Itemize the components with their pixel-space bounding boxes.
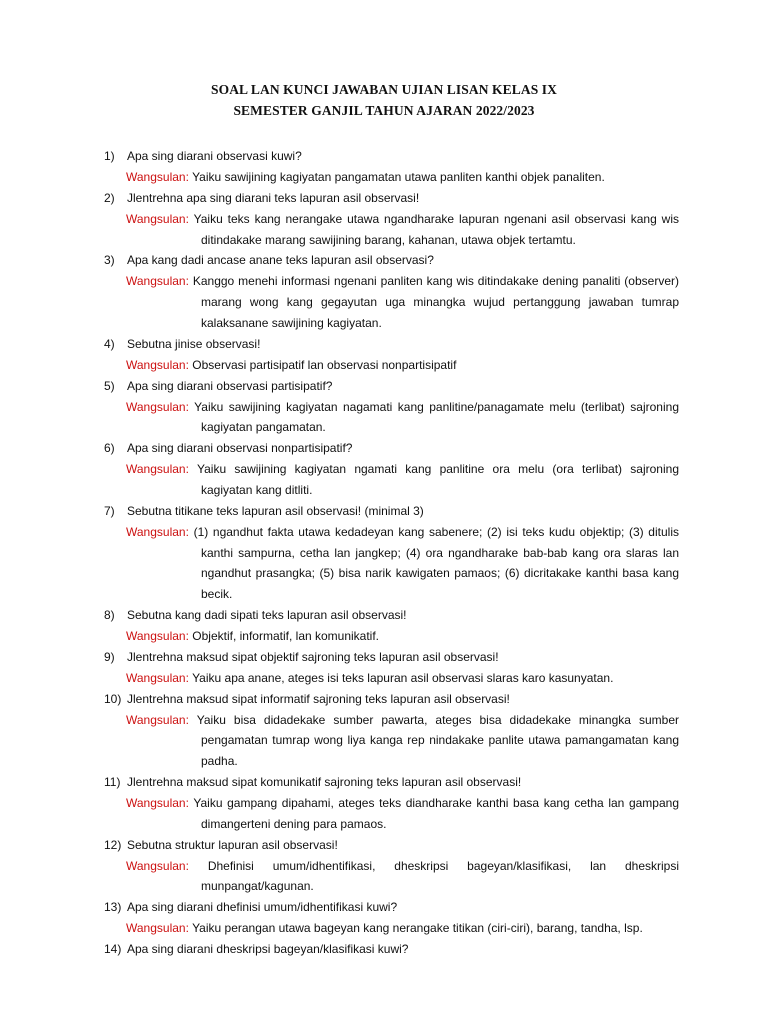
- answer-label: Wangsulan: [126, 170, 186, 184]
- answer-separator: :: [185, 399, 189, 414]
- answer-text: Yaiku sawijining kagiyatan ngamati kang panlitine ora melu (ora terlibat) sajroning kagiyatan kang ditliti.: [197, 462, 679, 497]
- answer-label: Wangsulan: [126, 712, 186, 727]
- answer-separator: :: [185, 524, 189, 539]
- question-number: 7): [104, 503, 115, 518]
- question-text: Jlentrehna maksud sipat komunikatif sajroning teks lapuran asil observasi!: [127, 774, 522, 789]
- question-item: [0, 647, 768, 668]
- question-item: [0, 772, 768, 793]
- answer-label: Wangsulan: [126, 670, 186, 685]
- answer-separator: :: [185, 628, 189, 643]
- answer-label: Wangsulan: [126, 211, 186, 226]
- answer-separator: :: [185, 712, 189, 727]
- document-title-line-1: SOAL LAN KUNCI JAWABAN UJIAN LISAN KELAS IX: [211, 82, 557, 97]
- answer-block: [0, 668, 679, 689]
- answer-separator: :: [185, 357, 189, 372]
- question-text: Sebutna struktur lapuran asil observasi!: [127, 837, 338, 852]
- document-title-line-2: SEMESTER GANJIL TAHUN AJARAN 2022/2023: [233, 103, 535, 118]
- answer-text: Yaiku perangan utawa bageyan kang nerangake titikan (ciri-ciri), barang, tandha, lsp.: [192, 921, 643, 936]
- question-number: 13): [104, 900, 122, 915]
- answer-block: [0, 355, 679, 376]
- question-number: 4): [104, 336, 115, 351]
- answer-block: [0, 271, 679, 333]
- question-item: [0, 334, 768, 355]
- question-item: [0, 188, 768, 209]
- answer-separator: :: [185, 462, 189, 477]
- answer-separator: :: [185, 795, 189, 810]
- answer-text: Yaiku bisa didadekake sumber pawarta, ateges bisa didadekake minangka sumber pengamatan tumrap wong liya kanga rep nindakake panlite utawa pamangamatan kang padha.: [196, 712, 679, 769]
- answer-block: [0, 710, 679, 772]
- question-item: [0, 501, 768, 522]
- question-text: Apa sing diarani dhefinisi umum/idhentifikasi kuwi?: [127, 900, 398, 915]
- question-text: Apa sing diarani observasi nonpartisipatif?: [127, 441, 353, 456]
- question-number: 12): [104, 837, 122, 852]
- question-number: 11): [104, 774, 121, 789]
- answer-separator: :: [185, 211, 189, 226]
- answer-text: Kanggo menehi informasi ngenani panliten kang wis ditindakake dening panaliti (observer) marang wong kang gegayutan uga minangka wujud pertanggung jawaban tumrap kalaksanane sawijining kagiyatan.: [192, 274, 679, 330]
- question-number: 14): [104, 941, 122, 956]
- question-text: Apa sing diarani dheskripsi bageyan/klasifikasi kuwi?: [127, 941, 409, 956]
- answer-label: Wangsulan: [126, 524, 186, 539]
- question-answer-list: [0, 146, 768, 960]
- question-text: Sebutna kang dadi sipati teks lapuran asil observasi!: [127, 607, 407, 622]
- question-number: 8): [104, 607, 115, 622]
- answer-text: Yaiku sawijining kagiyatan nagamati kang panlitine/panagamate melu (terlibat) sajroning kagiyatan pangamatan.: [194, 399, 679, 435]
- answer-label: Wangsulan: [126, 357, 186, 372]
- answer-separator: :: [185, 170, 189, 184]
- answer-text: Dhefinisi umum/idhentifikasi, dheskripsi bageyan/klasifikasi, lan dheskripsi munpangat/kagunan.: [201, 858, 679, 894]
- answer-label: Wangsulan: [126, 274, 186, 289]
- answer-block: [0, 459, 679, 501]
- question-item: [0, 835, 768, 856]
- question-text: Sebutna titikane teks lapuran asil observasi! (minimal 3): [127, 503, 424, 518]
- question-item: [0, 438, 768, 459]
- question-number: 5): [104, 378, 115, 393]
- answer-text: Yaiku gampang dipahami, ateges teks diandharake kanthi basa kang cetha lan gampang dimangerteni dening para pamaos.: [193, 795, 680, 831]
- question-item: [0, 146, 768, 167]
- question-item: [0, 897, 768, 918]
- answer-block: [0, 522, 679, 605]
- question-number: 6): [104, 441, 115, 456]
- answer-block: [0, 626, 679, 647]
- question-item: [0, 939, 768, 960]
- answer-text: Yaiku teks kang nerangake utawa ngandharake lapuran ngenani asil observasi kang wis ditindakake marang sawijining barang, kahanan, utawa objek tertamtu.: [193, 211, 679, 247]
- answer-text: Yaiku apa anane, ateges isi teks lapuran asil observasi slaras karo kasunyatan.: [192, 670, 614, 685]
- question-text: Sebutna jinise observasi!: [127, 336, 261, 351]
- answer-label: Wangsulan: [126, 628, 186, 643]
- answer-label: Wangsulan: [126, 462, 186, 477]
- answer-block: [0, 918, 679, 939]
- answer-separator: :: [185, 921, 189, 936]
- question-item: [0, 250, 768, 271]
- question-text: Jlentrehna maksud sipat objektif sajroning teks lapuran asil observasi!: [127, 649, 499, 664]
- answer-text: Objektif, informatif, lan komunikatif.: [192, 628, 380, 643]
- question-text: Jlentrehna maksud sipat informatif sajroning teks lapuran asil observasi!: [127, 691, 510, 706]
- answer-block: [0, 793, 679, 835]
- question-text: Apa sing diarani observasi kuwi?: [127, 149, 302, 163]
- question-text: Apa kang dadi ancase anane teks lapuran asil observasi?: [127, 253, 434, 268]
- answer-label: Wangsulan: [126, 921, 186, 936]
- question-number: 3): [104, 253, 115, 268]
- answer-text: (1) ngandhut fakta utawa kedadeyan kang sabenere; (2) isi teks kudu objektip; (3) ditulis kanthi sampurna, cetha lan jangkep; (4) ora ngandharake bab-bab kang ora slaras lan ngandhut prasangka; (5) bisa narik kawigaten pamaos; (6) dicritakake kanthi basa kang becik.: [193, 524, 679, 602]
- question-item: [0, 376, 768, 397]
- question-number: 10): [104, 691, 122, 706]
- question-number: 1): [104, 149, 115, 163]
- question-number: 9): [104, 649, 115, 664]
- answer-separator: :: [185, 274, 189, 289]
- answer-block: [0, 167, 679, 188]
- question-number: 2): [104, 190, 115, 205]
- answer-block: [0, 209, 679, 251]
- question-item: [0, 689, 768, 710]
- answer-label: Wangsulan: [126, 399, 186, 414]
- answer-text: Yaiku sawijining kagiyatan pangamatan utawa panliten kanthi objek panaliten.: [192, 170, 605, 184]
- question-item: [0, 605, 768, 626]
- question-text: Jlentrehna apa sing diarani teks lapuran asil observasi!: [127, 190, 420, 205]
- answer-block: [0, 397, 679, 439]
- answer-separator: :: [185, 670, 189, 685]
- answer-separator: :: [185, 858, 189, 873]
- answer-text: Observasi partisipatif lan observasi nonpartisipatif: [192, 357, 457, 372]
- answer-label: Wangsulan: [126, 858, 186, 873]
- question-text: Apa sing diarani observasi partisipatif?: [127, 378, 333, 393]
- answer-block: [0, 856, 679, 898]
- answer-label: Wangsulan: [126, 795, 186, 810]
